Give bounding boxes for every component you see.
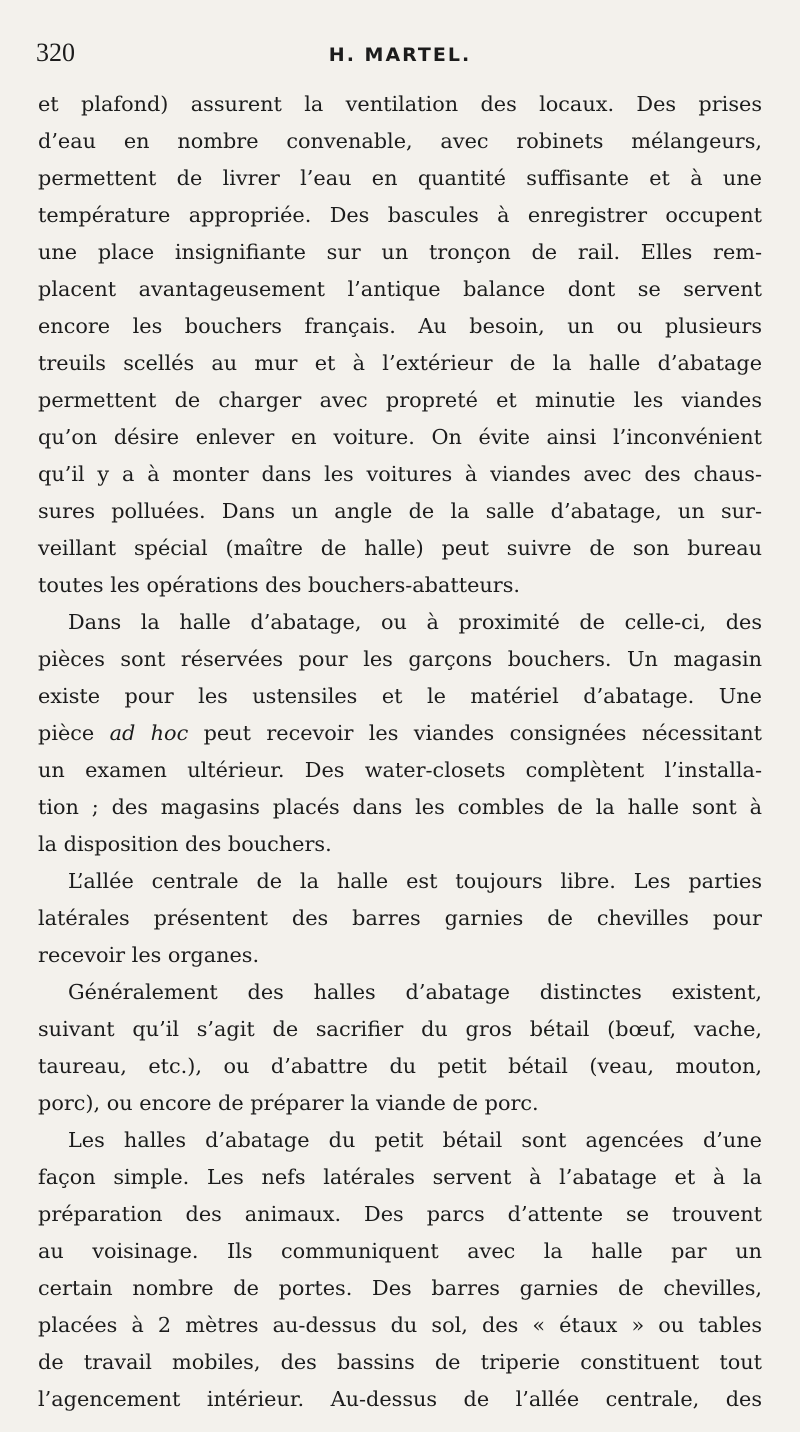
text-line: une place insignifiante sur un tronçon de rail. Elles rem- <box>38 240 762 264</box>
paragraph-1 <box>38 86 762 604</box>
text-line: pièces sont réservées pour les garçons bouchers. Un magasin <box>38 647 762 671</box>
page-number: 320 <box>36 38 75 67</box>
text-line: un examen ultérieur. Des water-closets complètent l’installa- <box>38 758 762 782</box>
text-line: existe pour les ustensiles et le matériel d’abatage. Une <box>38 684 762 708</box>
text-line: veillant spécial (maître de halle) peut suivre de son bureau <box>38 536 762 560</box>
text-segment: peut recevoir les viandes consignées nécessitant <box>188 721 762 745</box>
text-line: Les halles d’abatage du petit bétail sont agencées d’une <box>68 1128 762 1152</box>
text-line: recevoir les organes. <box>38 943 260 967</box>
text-line: permettent de livrer l’eau en quantité suffisante et à une <box>38 166 762 190</box>
text-line: de travail mobiles, des bassins de triperie constituent tout <box>38 1350 762 1374</box>
text-line: treuils scellés au mur et à l’extérieur de la halle d’abatage <box>38 351 762 375</box>
text-line: et plafond) assurent la ventilation des locaux. Des prises <box>38 92 762 116</box>
paragraph-5 <box>38 1122 762 1418</box>
running-head <box>36 38 764 72</box>
text-line: façon simple. Les nefs latérales servent à l’abatage et à la <box>38 1165 762 1189</box>
paragraph-2 <box>38 604 762 863</box>
paragraph-4 <box>38 974 762 1122</box>
text-line: préparation des animaux. Des parcs d’attente se trouvent <box>38 1202 762 1226</box>
text-line: qu’on désire enlever en voiture. On évite ainsi l’inconvénient <box>38 425 762 449</box>
text-line: toutes les opérations des bouchers-abatteurs. <box>38 573 521 597</box>
running-title: H. MARTEL. <box>328 44 472 66</box>
text-line-with-italic <box>38 715 762 752</box>
body-text <box>38 86 762 1418</box>
text-segment: pièce <box>38 721 110 745</box>
text-line: suivant qu’il s’agit de sacrifier du gros bétail (bœuf, vache, <box>38 1017 762 1041</box>
text-line: taureau, etc.), ou d’abattre du petit bétail (veau, mouton, <box>38 1054 762 1078</box>
text-line: température appropriée. Des bascules à enregistrer occupent <box>38 203 762 227</box>
text-line: L’allée centrale de la halle est toujours libre. Les parties <box>68 869 762 893</box>
text-line: certain nombre de portes. Des barres garnies de chevilles, <box>38 1276 762 1300</box>
text-line: tion ; des magasins placés dans les combles de la halle sont à <box>38 795 762 819</box>
italic-phrase: ad hoc <box>109 721 189 745</box>
text-line: encore les bouchers français. Au besoin, un ou plusieurs <box>38 314 762 338</box>
text-line: latérales présentent des barres garnies de chevilles pour <box>38 906 762 930</box>
text-line: qu’il y a à monter dans les voitures à viandes avec des chaus- <box>38 462 762 486</box>
text-line: au voisinage. Ils communiquent avec la halle par un <box>38 1239 762 1263</box>
paragraph-3 <box>38 863 762 974</box>
text-line: placent avantageusement l’antique balance dont se servent <box>38 277 762 301</box>
text-line: permettent de charger avec propreté et minutie les viandes <box>38 388 762 412</box>
text-line: l’agencement intérieur. Au-dessus de l’allée centrale, des <box>38 1387 762 1411</box>
text-line: la disposition des bouchers. <box>38 832 332 856</box>
text-line: placées à 2 mètres au-dessus du sol, des « étaux » ou tables <box>38 1313 762 1337</box>
text-line: d’eau en nombre convenable, avec robinets mélangeurs, <box>38 129 762 153</box>
text-line: porc), ou encore de préparer la viande de porc. <box>38 1091 539 1115</box>
text-line: Dans la halle d’abatage, ou à proximité de celle-ci, des <box>68 610 762 634</box>
text-line: sures polluées. Dans un angle de la salle d’abatage, un sur- <box>38 499 762 523</box>
text-line: Généralement des halles d’abatage distinctes existent, <box>68 980 762 1004</box>
